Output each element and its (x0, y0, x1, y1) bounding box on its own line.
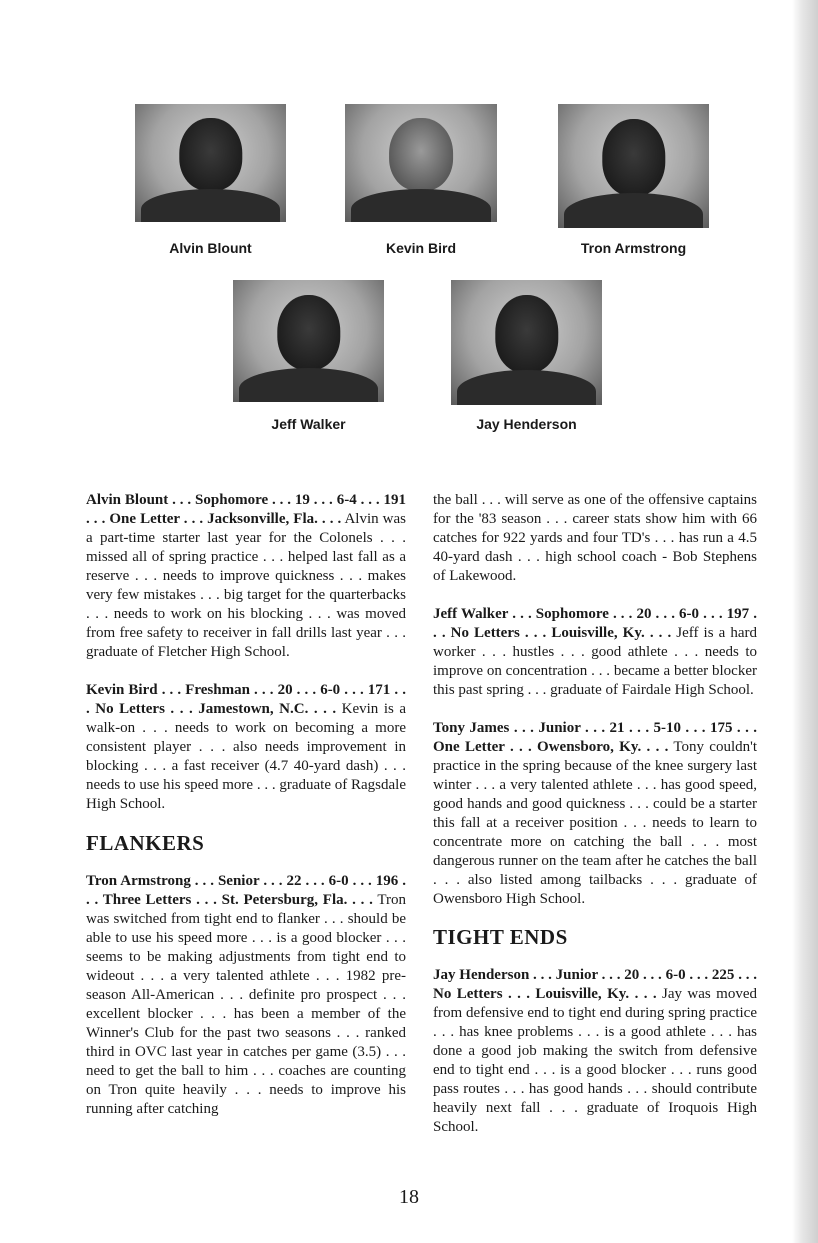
player-description: Jay was moved from defensive end to tight end during spring practice . . . has knee problems . . . is a good athlete . . . has done a good job making the switch from defensive end to tight end . . . is a good blocker . . . runs good pass routes . . . has good hands . . . should contribute heavily next fall . . . graduate of Iroquois High School. (433, 986, 757, 1135)
photo-caption: Tron Armstrong (580, 240, 687, 256)
page-edge-shadow (792, 0, 818, 1243)
photo-jeff-walker (233, 280, 384, 402)
player-header: Tony James . . . Junior . . . 21 . . . 5-10 . . . 175 . . . One Letter . . . Owensboro, Ky. . . . (433, 720, 757, 755)
portrait-head (179, 118, 242, 191)
player-entry-continued: the ball . . . will serve as one of the offensive captains for the '83 season . . . career stats show him with 66 catches for 922 yards and four TD's . . . has run a 4.5 40-yard dash . . . high school coach - Bob Stephens of Lakewood. (433, 492, 757, 584)
player-description: Alvin was a part-time starter last year for the Colonels . . . missed all of spring practice . . . helped last fall as a reserve . . . needs to improve quickness . . . makes very few mistakes . . . big target for the quarterbacks . . . needs to work on his blocking . . . was moved from free safety to receiver in fall drills last year . . . graduate of Fletcher High School. (86, 511, 406, 660)
player-header: Kevin Bird . . . Freshman . . . 20 . . . 6-0 . . . 171 . . . No Letters . . . Jamestown, N.C. . . . (86, 682, 406, 717)
page-number: 18 (399, 1186, 419, 1208)
player-entry (433, 605, 757, 700)
photo-alvin-blount (135, 104, 286, 222)
player-description: Jeff is a hard worker . . . hustles . . . good athlete . . . needs to improve on concentration . . . became a better blocker this past spring . . . graduate of Fairdale High School. (433, 625, 757, 698)
player-entry (86, 491, 406, 662)
photo-caption: Alvin Blount (169, 240, 252, 256)
photo-caption: Jay Henderson (476, 416, 577, 432)
photo-jay-henderson (451, 280, 602, 405)
section-heading: FLANKERS (86, 831, 205, 855)
portrait-head (495, 295, 558, 373)
player-description: Tony couldn't practice in the spring because of the knee surgery last winter . . . a very talented athlete . . . has good speed, good hands and good quickness . . . could be a starter this fall at a receiver position . . . needs to learn to concentrate more on catching the ball . . . most dangerous runner on the team after he catches the ball . . . also listed among tailbacks . . . graduate of Owensboro High School. (433, 739, 757, 907)
portrait-head (389, 118, 453, 191)
photo-kevin-bird (345, 104, 497, 222)
player-header: Jay Henderson . . . Junior . . . 20 . . . 6-0 . . . 225 . . . No Letters . . . Louisville, Ky. . . . (433, 967, 757, 1002)
portrait-shoulders (564, 193, 703, 228)
photo-tron-armstrong (558, 104, 709, 228)
right-column (433, 491, 757, 1156)
player-description: Kevin is a walk-on . . . needs to work on becoming a more consistent player . . . also needs improvement in blocking . . . a fast receiver (4.7 40-yard dash) . . . needs to use his speed more . . . graduate of Ragsdale High School. (86, 701, 406, 812)
portrait-head (602, 119, 665, 196)
player-header: Tron Armstrong . . . Senior . . . 22 . . . 6-0 . . . 196 . . . Three Letters . . . St. Petersburg, Fla. . . . (86, 873, 406, 908)
portrait-shoulders (351, 189, 491, 222)
photo-caption: Jeff Walker (271, 416, 346, 432)
player-description: Tron was switched from tight end to flanker . . . should be able to use his speed more . . . is a good blocker . . . seems to be making adjustments from tight end to wideout . . . a very talented athlete . . . 1982 pre-season All-American . . . definite pro prospect . . . excellent blocker . . . has been a member of the Winner's Club for the past two seasons . . . ranked third in OVC last year in catches per game (3.5) . . . need to get the ball to him . . . coaches are counting on Tron quite heavily . . . needs to improve his running after catching (86, 892, 407, 1117)
portrait-shoulders (141, 189, 280, 222)
player-entry (86, 872, 406, 1119)
portrait-head (277, 295, 340, 371)
portrait-shoulders (457, 370, 596, 405)
photo-caption: Kevin Bird (385, 240, 456, 256)
player-entry (86, 681, 406, 814)
player-entry (433, 719, 757, 909)
player-header: Jeff Walker . . . Sophomore . . . 20 . . . 6-0 . . . 197 . . . No Letters . . . Louisville, Ky. . . . (433, 606, 757, 641)
section-heading: TIGHT ENDS (433, 925, 568, 949)
player-header: Alvin Blount . . . Sophomore . . . 19 . . . 6-4 . . . 191 . . . One Letter . . . Jacksonville, Fla. . . . (86, 492, 406, 527)
player-entry (433, 966, 757, 1137)
left-column (86, 491, 406, 1138)
portrait-shoulders (239, 368, 378, 402)
